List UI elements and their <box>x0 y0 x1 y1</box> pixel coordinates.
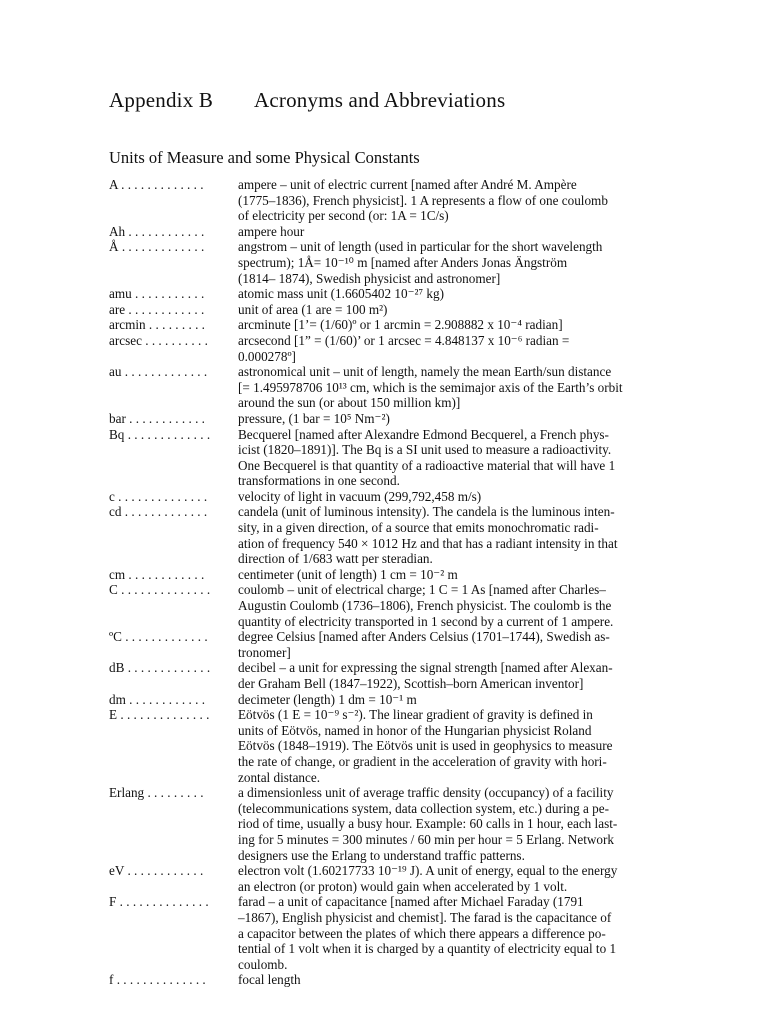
term-dot-leader: . . . . . . . . . . . . . . <box>114 488 208 504</box>
definition-line: around the sun (or about 150 million km)] <box>238 395 461 411</box>
glossary-entry <box>109 177 701 224</box>
definition-line: electron volt (1.60217733 10⁻¹⁹ J). A unit of energy, equal to the energy <box>238 863 618 879</box>
term-dot-leader: . . . . . . . . . . . . . . <box>117 707 210 723</box>
definition-line: spectrum); 1Å= 10⁻¹⁰ m [named after Anders Jonas Ängström <box>238 254 568 270</box>
definition-line: unit of area (1 are = 100 m²) <box>238 301 388 317</box>
term-dot-leader: . . . . . . . . . . . . . <box>117 177 204 192</box>
term-dot-leader: . . . . . . . . . . . . . <box>121 364 208 380</box>
glossary-entry <box>109 707 701 785</box>
term-abbreviation: arcsec <box>109 332 142 348</box>
definition-line: direction of 1/683 watt per steradian. <box>238 551 433 567</box>
term-dot-leader: . . . . . . . . . <box>144 785 204 801</box>
entry-definition <box>238 239 701 286</box>
glossary-entry <box>109 317 701 333</box>
definition-line: arcminute [1’= (1/60)º or 1 arcmin = 2.908882 x 10⁻⁴ radian] <box>238 317 563 333</box>
definition-line: [= 1.495978706 10¹³ cm, which is the semimajor axis of the Earth’s orbit <box>238 379 623 395</box>
definition-line: astronomical unit – unit of length, namely the mean Earth/sun distance <box>238 364 612 380</box>
definition-line: Augustin Coulomb (1736–1806), French physicist. The coulomb is the <box>238 598 612 614</box>
definition-line: tronomer] <box>238 644 291 660</box>
term-dot-leader: . . . . . . . . . . . <box>131 286 205 302</box>
entry-definition <box>238 894 701 972</box>
term-abbreviation: arcmin <box>109 317 146 333</box>
term-abbreviation: cm <box>109 566 126 582</box>
definition-line: velocity of light in vacuum (299,792,458 m/s) <box>238 488 482 504</box>
entry-term <box>109 629 238 660</box>
definition-line: 0.000278º] <box>238 348 296 364</box>
entry-definition <box>238 427 701 489</box>
definition-line: Eötvös (1848–1919). The Eötvös unit is used in geophysics to measure <box>238 738 613 754</box>
entry-term <box>109 785 238 863</box>
term-dot-leader: . . . . . . . . . . . . <box>125 566 205 582</box>
term-abbreviation: Bq <box>109 426 125 442</box>
glossary-entry <box>109 785 701 863</box>
glossary-list <box>109 177 701 988</box>
glossary-entry <box>109 286 701 302</box>
entry-definition <box>238 863 701 894</box>
definition-line: ing for 5 minutes = 300 minutes / 60 min per hour = 5 Erlang. Network <box>238 831 615 847</box>
entry-definition <box>238 692 701 708</box>
glossary-entry <box>109 224 701 240</box>
entry-term <box>109 177 238 224</box>
definition-line: pressure, (1 bar = 10⁵ Nm⁻²) <box>238 410 390 426</box>
definition-line: tential of 1 volt when it is charged by a quantity of electricity equal to 1 <box>238 941 617 957</box>
definition-line: angstrom – unit of length (used in particular for the short wavelength <box>238 239 603 255</box>
entry-definition <box>238 411 701 427</box>
definition-line: coulomb. <box>238 956 288 972</box>
term-dot-leader: . . . . . . . . . . . . <box>125 410 205 426</box>
entry-term <box>109 489 238 505</box>
glossary-entry <box>109 863 701 894</box>
term-dot-leader: . . . . . . . . . . . . . <box>121 504 208 520</box>
appendix-label: Appendix B <box>109 88 214 112</box>
definition-line: units of Eötvös, named in honor of the Hungarian physicist Roland <box>238 722 592 738</box>
definition-line: designers use the Erlang to understand traffic patterns. <box>238 847 525 863</box>
glossary-entry <box>109 972 701 988</box>
definition-line: candela (unit of luminous intensity). The candela is the luminous inten- <box>238 504 615 520</box>
entry-term <box>109 972 238 988</box>
entry-term <box>109 333 238 364</box>
entry-definition <box>238 224 701 240</box>
definition-line: Eötvös (1 E = 10⁻⁹ s⁻²). The linear gradient of gravity is defined in <box>238 707 593 723</box>
glossary-entry <box>109 692 701 708</box>
entry-term <box>109 567 238 583</box>
definition-line: (1814– 1874), Swedish physicist and astronomer] <box>238 270 501 286</box>
term-abbreviation: E <box>109 707 118 723</box>
glossary-entry <box>109 333 701 364</box>
term-abbreviation: f <box>109 972 114 988</box>
term-dot-leader: . . . . . . . . . . . . . <box>118 239 205 255</box>
term-dot-leader: . . . . . . . . . . . . . . <box>116 894 209 910</box>
term-dot-leader: . . . . . . . . . . . . . . <box>113 972 206 988</box>
glossary-entry <box>109 302 701 318</box>
definition-line: the rate of change, or gradient in the acceleration of gravity with hori- <box>238 753 607 769</box>
definition-line: zontal distance. <box>238 769 321 785</box>
definition-line: a dimensionless unit of average traffic density (occupancy) of a facility <box>238 785 614 801</box>
entry-definition <box>238 660 701 691</box>
entry-definition <box>238 972 701 988</box>
definition-line: (telecommunications system, data collection system, etc.) during a pe- <box>238 800 609 816</box>
term-abbreviation: F <box>109 894 117 910</box>
definition-line: atomic mass unit (1.6605402 10⁻²⁷ kg) <box>238 286 444 302</box>
definition-line: quantity of electricity transported in 1 second by a current of 1 ampere. <box>238 613 614 629</box>
entry-definition <box>238 333 701 364</box>
definition-line: centimeter (unit of length) 1 cm = 10⁻² m <box>238 566 458 582</box>
glossary-entry <box>109 582 701 629</box>
term-abbreviation: bar <box>109 410 126 426</box>
definition-line: of electricity per second (or: 1A = 1C/s) <box>238 208 449 224</box>
term-abbreviation: au <box>109 364 122 380</box>
entry-definition <box>238 629 701 660</box>
definition-line: der Graham Bell (1847–1922), Scottish–born American inventor] <box>238 676 584 691</box>
definition-line: focal length <box>238 972 301 988</box>
entry-definition <box>238 504 701 566</box>
entry-term <box>109 660 238 691</box>
term-abbreviation: A <box>109 177 118 192</box>
entry-term <box>109 286 238 302</box>
term-dot-leader: . . . . . . . . . . . . <box>125 301 205 317</box>
entry-term <box>109 364 238 411</box>
appendix-title <box>109 88 505 113</box>
definition-line: Becquerel [named after Alexandre Edmond Becquerel, a French phys- <box>238 426 609 442</box>
term-dot-leader: . . . . . . . . . . . . . <box>121 629 208 645</box>
term-abbreviation: ºC <box>109 629 122 645</box>
term-abbreviation: are <box>109 301 126 317</box>
entry-definition <box>238 302 701 318</box>
entry-term <box>109 707 238 785</box>
entry-definition <box>238 317 701 333</box>
term-abbreviation: cd <box>109 504 122 520</box>
term-dot-leader: . . . . . . . . . . . . <box>124 863 204 879</box>
glossary-entry <box>109 239 701 286</box>
entry-term <box>109 224 238 240</box>
entry-definition <box>238 707 701 785</box>
definition-line: (1775–1836), French physicist]. 1 A represents a flow of one coulomb <box>238 192 608 208</box>
glossary-entry <box>109 411 701 427</box>
definition-line: degree Celsius [named after Anders Celsius (1701–1744), Swedish as- <box>238 629 610 645</box>
entry-term <box>109 894 238 972</box>
glossary-entry <box>109 504 701 566</box>
glossary-entry <box>109 660 701 691</box>
term-abbreviation: Å <box>109 239 119 255</box>
term-abbreviation: amu <box>109 286 132 302</box>
entry-term <box>109 411 238 427</box>
term-abbreviation: C <box>109 582 118 598</box>
term-dot-leader: . . . . . . . . . . . . . <box>124 660 211 676</box>
entry-term <box>109 317 238 333</box>
term-abbreviation: eV <box>109 863 125 879</box>
entry-term <box>109 582 238 629</box>
entry-definition <box>238 567 701 583</box>
term-abbreviation: Ah <box>109 223 126 239</box>
entry-term <box>109 863 238 894</box>
definition-line: arcsecond [1” = (1/60)’ or 1 arcsec = 4.848137 x 10⁻⁶ radian = <box>238 332 570 348</box>
entry-term <box>109 427 238 489</box>
term-dot-leader: . . . . . . . . . . . . . <box>124 426 211 442</box>
definition-line: icist (1820–1891)]. The Bq is a SI unit used to measure a radioactivity. <box>238 442 612 458</box>
appendix-heading: Acronyms and Abbreviations <box>254 88 506 112</box>
term-dot-leader: . . . . . . . . . . <box>141 332 208 348</box>
definition-line: transformations in one second. <box>238 473 400 489</box>
entry-term <box>109 239 238 286</box>
definition-line: –1867), English physicist and chemist]. The farad is the capacitance of <box>238 909 612 925</box>
definition-line: decimeter (length) 1 dm = 10⁻¹ m <box>238 691 417 707</box>
definition-line: sity, in a given direction, of a source that emits monochromatic radi- <box>238 520 599 536</box>
term-abbreviation: c <box>109 488 115 504</box>
entry-term <box>109 504 238 566</box>
definition-line: ation of frequency 540 × 1012 Hz and that has a radiant intensity in that <box>238 535 618 551</box>
term-abbreviation: dm <box>109 691 126 707</box>
term-dot-leader: . . . . . . . . . <box>145 317 205 333</box>
definition-line: One Becquerel is that quantity of a radioactive material that will have 1 <box>238 457 616 473</box>
definition-line: farad – a unit of capacitance [named after Michael Faraday (1791 <box>238 894 584 910</box>
entry-term <box>109 692 238 708</box>
entry-definition <box>238 785 701 863</box>
entry-definition <box>238 489 701 505</box>
definition-line: decibel – a unit for expressing the signal strength [named after Alexan- <box>238 660 613 676</box>
entry-definition <box>238 286 701 302</box>
definition-line: ampere hour <box>238 223 305 239</box>
definition-line: riod of time, usually a busy hour. Example: 60 calls in 1 hour, each last- <box>238 816 618 832</box>
term-dot-leader: . . . . . . . . . . . . . . <box>117 582 211 598</box>
entry-definition <box>238 582 701 629</box>
definition-line: a capacitor between the plates of which there appears a difference po- <box>238 925 606 941</box>
entry-term <box>109 302 238 318</box>
glossary-entry <box>109 364 701 411</box>
entry-definition <box>238 364 701 411</box>
term-dot-leader: . . . . . . . . . . . . <box>125 223 205 239</box>
term-abbreviation: dB <box>109 660 125 676</box>
glossary-entry <box>109 427 701 489</box>
term-abbreviation: Erlang <box>109 785 145 801</box>
glossary-entry <box>109 894 701 972</box>
glossary-entry <box>109 629 701 660</box>
entry-definition <box>238 177 701 224</box>
definition-line: an electron (or proton) would gain when accelerated by 1 volt. <box>238 878 568 894</box>
definition-line: ampere – unit of electric current [named after André M. Ampère <box>238 177 577 192</box>
glossary-entry <box>109 489 701 505</box>
glossary-entry <box>109 567 701 583</box>
term-dot-leader: . . . . . . . . . . . . <box>125 691 205 707</box>
section-heading: Units of Measure and some Physical Constants <box>109 148 420 167</box>
definition-line: coulomb – unit of electrical charge; 1 C = 1 As [named after Charles– <box>238 582 606 598</box>
